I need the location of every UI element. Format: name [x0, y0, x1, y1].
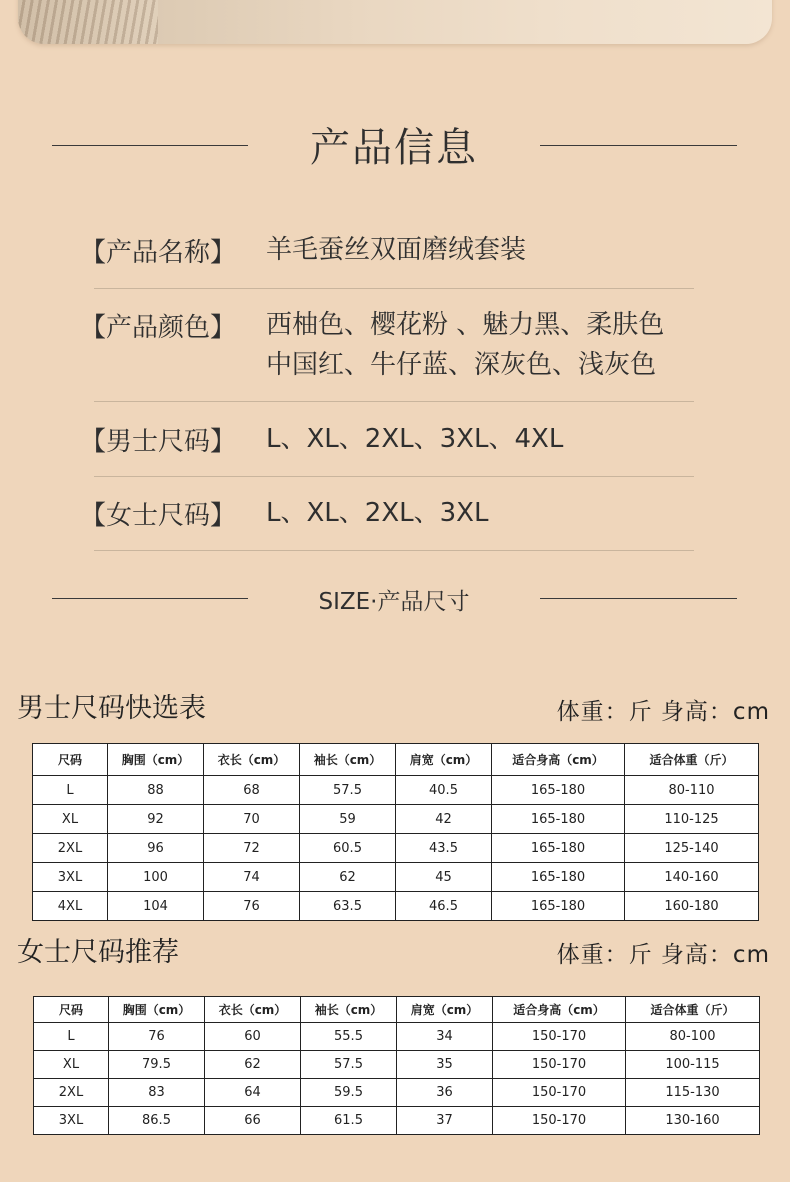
table-row — [34, 1107, 760, 1135]
table-cell: 60.5 — [300, 834, 396, 863]
table-cell: 61.5 — [301, 1107, 397, 1135]
table-cell: 55.5 — [301, 1023, 397, 1051]
men-unit-note: 体重：斤 身高：cm — [556, 699, 770, 725]
info-divider — [94, 401, 694, 402]
heading-line-left — [52, 145, 248, 146]
table-cell: 150-170 — [493, 1079, 626, 1107]
women-table-title: 女士尺码推荐 — [17, 937, 179, 968]
table-cell: 165-180 — [492, 805, 625, 834]
table-cell: 92 — [108, 805, 204, 834]
product-color-value-line1: 西柚色、樱花粉 、魅力黑、柔肤色 — [266, 310, 665, 340]
table-cell: 76 — [204, 892, 300, 921]
table-row — [34, 1079, 760, 1107]
column-header: 胸围（cm） — [108, 744, 204, 776]
table-cell: 150-170 — [493, 1023, 626, 1051]
table-cell: 165-180 — [492, 776, 625, 805]
column-header: 适合体重（斤） — [625, 744, 759, 776]
table-row — [34, 1023, 760, 1051]
table-cell: 59 — [300, 805, 396, 834]
table-row — [33, 805, 759, 834]
column-header: 衣长（cm） — [205, 997, 301, 1023]
table-cell: 63.5 — [300, 892, 396, 921]
women-unit-note: 体重：斤 身高：cm — [556, 942, 770, 968]
table-cell: 72 — [204, 834, 300, 863]
column-header: 胸围（cm） — [109, 997, 205, 1023]
column-header: 袖长（cm） — [301, 997, 397, 1023]
table-cell: 100 — [108, 863, 204, 892]
column-header: 尺码 — [33, 744, 108, 776]
column-header: 肩宽（cm） — [397, 997, 493, 1023]
table-header-row — [33, 744, 759, 776]
table-cell: 74 — [204, 863, 300, 892]
table-cell: 2XL — [34, 1079, 109, 1107]
table-cell: 86.5 — [109, 1107, 205, 1135]
table-cell: L — [34, 1023, 109, 1051]
men-table-title: 男士尺码快选表 — [17, 693, 206, 724]
table-cell: 37 — [397, 1107, 493, 1135]
table-cell: 3XL — [33, 863, 108, 892]
table-row — [33, 776, 759, 805]
table-cell: 115-130 — [626, 1079, 760, 1107]
table-cell: L — [33, 776, 108, 805]
size-heading-line-left — [52, 598, 248, 599]
table-cell: 40.5 — [396, 776, 492, 805]
table-cell: XL — [34, 1051, 109, 1079]
table-cell: 150-170 — [493, 1051, 626, 1079]
size-heading-line-right — [540, 598, 737, 599]
table-cell: 110-125 — [625, 805, 759, 834]
women-size-key: 【女士尺码】 — [80, 501, 237, 531]
table-cell: 68 — [204, 776, 300, 805]
table-cell: 62 — [300, 863, 396, 892]
column-header: 适合身高（cm） — [492, 744, 625, 776]
table-cell: 43.5 — [396, 834, 492, 863]
table-cell: 125-140 — [625, 834, 759, 863]
table-cell: 83 — [109, 1079, 205, 1107]
table-row — [33, 863, 759, 892]
table-cell: 57.5 — [300, 776, 396, 805]
column-header: 肩宽（cm） — [396, 744, 492, 776]
table-cell: 60 — [205, 1023, 301, 1051]
table-cell: 100-115 — [626, 1051, 760, 1079]
table-cell: 35 — [397, 1051, 493, 1079]
table-cell: 165-180 — [492, 863, 625, 892]
product-info-title: 产品信息 — [310, 125, 478, 171]
table-cell: 79.5 — [109, 1051, 205, 1079]
table-cell: XL — [33, 805, 108, 834]
table-cell: 62 — [205, 1051, 301, 1079]
table-cell: 46.5 — [396, 892, 492, 921]
table-cell: 140-160 — [625, 863, 759, 892]
women-size-value: L、XL、2XL、3XL — [266, 498, 489, 528]
table-row — [34, 1051, 760, 1079]
product-color-key: 【产品颜色】 — [80, 313, 237, 343]
product-color-value-line2: 中国红、牛仔蓝、深灰色、浅灰色 — [266, 350, 657, 380]
table-cell: 165-180 — [492, 834, 625, 863]
table-header-row — [34, 997, 760, 1023]
table-cell: 2XL — [33, 834, 108, 863]
table-cell: 70 — [204, 805, 300, 834]
table-cell: 76 — [109, 1023, 205, 1051]
info-divider — [94, 476, 694, 477]
men-size-value: L、XL、2XL、3XL、4XL — [266, 424, 564, 454]
table-cell: 66 — [205, 1107, 301, 1135]
info-divider — [94, 288, 694, 289]
column-header: 适合身高（cm） — [493, 997, 626, 1023]
product-name-value: 羊毛蚕丝双面磨绒套装 — [266, 235, 527, 265]
product-name-key: 【产品名称】 — [80, 238, 237, 268]
column-header: 衣长（cm） — [204, 744, 300, 776]
heading-line-right — [540, 145, 737, 146]
product-photo-strip — [18, 0, 772, 44]
table-cell: 42 — [396, 805, 492, 834]
table-cell: 96 — [108, 834, 204, 863]
table-cell: 34 — [397, 1023, 493, 1051]
table-cell: 45 — [396, 863, 492, 892]
table-cell: 165-180 — [492, 892, 625, 921]
table-cell: 64 — [205, 1079, 301, 1107]
info-divider — [94, 550, 694, 551]
column-header: 适合体重（斤） — [626, 997, 760, 1023]
table-cell: 150-170 — [493, 1107, 626, 1135]
table-cell: 104 — [108, 892, 204, 921]
table-cell: 59.5 — [301, 1079, 397, 1107]
table-cell: 3XL — [34, 1107, 109, 1135]
column-header: 尺码 — [34, 997, 109, 1023]
men-size-key: 【男士尺码】 — [80, 427, 237, 457]
table-row — [33, 892, 759, 921]
table-cell: 80-110 — [625, 776, 759, 805]
women-size-table — [33, 996, 760, 1135]
table-cell: 88 — [108, 776, 204, 805]
table-row — [33, 834, 759, 863]
size-section-title: SIZE·产品尺寸 — [318, 589, 470, 615]
column-header: 袖长（cm） — [300, 744, 396, 776]
table-cell: 160-180 — [625, 892, 759, 921]
table-cell: 57.5 — [301, 1051, 397, 1079]
table-cell: 130-160 — [626, 1107, 760, 1135]
table-cell: 4XL — [33, 892, 108, 921]
men-size-table — [32, 743, 759, 921]
table-cell: 80-100 — [626, 1023, 760, 1051]
table-cell: 36 — [397, 1079, 493, 1107]
